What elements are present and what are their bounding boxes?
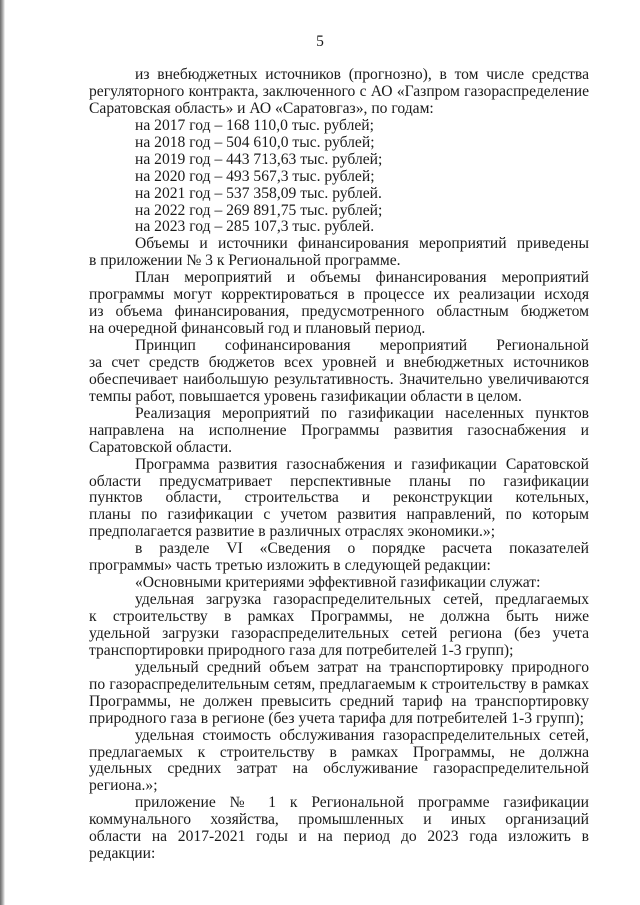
- text-line: Реализация мероприятий по газификации населенных пунктов: [135, 405, 589, 422]
- text-line: по газораспределительным сетям, предлагаемым к строительству в рамках: [89, 676, 589, 693]
- text-line: природного газа в регионе (без учета тарифа для потребителей 1-3 групп);: [89, 709, 584, 727]
- text-line: на очередной финансовый год и плановый период.: [89, 320, 426, 338]
- text-line: транспортировки природного газа для потребителей 1-3 групп);: [89, 641, 514, 659]
- text-line: из внебюджетных источников (прогнозно), в том числе средства: [135, 67, 589, 83]
- text-line: удельная стоимость обслуживания газораспределительных сетей,: [135, 727, 589, 744]
- text-line: области на 2017-2021 годы и на период до 2023 года изложить в: [89, 829, 589, 846]
- text-line: пунктов области, строительства и реконструкции котельных,: [89, 490, 589, 507]
- text-line: за счет средств бюджетов всех уровней и внебюджетных источников: [89, 354, 589, 371]
- document-body: [89, 67, 589, 863]
- text-line: План мероприятий и объемы финансирования мероприятий: [135, 270, 589, 287]
- text-line: удельная загрузка газораспределительных сетей, предлагаемых: [135, 592, 589, 609]
- text-line: в приложении № 3 к Региональной программе.: [89, 252, 401, 270]
- text-line: на 2023 год – 285 107,3 тыс. рублей.: [135, 218, 375, 236]
- text-line: на 2020 год – 493 567,3 тыс. рублей;: [135, 167, 375, 185]
- text-line: Саратовская область» и АО «Саратовгаз», по годам:: [89, 99, 434, 117]
- text-line: региона.»;: [89, 777, 158, 795]
- text-line: удельной загрузки газораспределительных сетей региона (без учета: [89, 625, 589, 642]
- text-line: коммунального хозяйства, промышленных и иных организаций: [89, 812, 589, 829]
- text-line: планы по газификации с учетом развития направлений, по которым: [89, 507, 589, 524]
- text-line: направлена на исполнение Программы развития газоснабжения и: [89, 422, 589, 439]
- text-line: удельный средний объем затрат на транспортировку природного: [135, 659, 589, 676]
- text-line: приложение № 1 к Региональной программе газификации: [135, 795, 589, 812]
- text-line: редакции:: [89, 845, 156, 863]
- text-line: к строительству в рамках Программы, не должна быть ниже: [89, 609, 589, 625]
- text-line: «Основными критериями эффективной газификации служат:: [135, 574, 541, 592]
- text-line: удельных средних затрат на обслуживание газораспределительной: [89, 761, 589, 778]
- text-line: на 2018 год – 504 610,0 тыс. рублей;: [135, 133, 375, 151]
- scan-edge-shadow: [0, 0, 5, 905]
- text-line: предполагается развитие в различных отраслях экономики.»;: [89, 523, 496, 541]
- text-line: Принцип софинансирования мероприятий Региональной: [135, 338, 589, 354]
- text-line: обеспечивает наибольшую результативность. Значительно увеличиваются: [89, 371, 589, 388]
- text-line: Программы, не должен превысить средний тариф на транспортировку: [89, 693, 589, 710]
- text-line: области предусматривает перспективные планы по газификации: [89, 473, 589, 490]
- text-line: на 2021 год – 537 358,09 тыс. рублей.: [135, 184, 382, 202]
- text-line: темпы работ, повышается уровень газификации области в целом.: [89, 387, 522, 405]
- text-line: регуляторного контракта, заключенного с АО «Газпром газораспределение: [89, 83, 589, 100]
- text-line: Программа развития газоснабжения и газификации Саратовской: [135, 456, 589, 473]
- text-line: из объема финансирования, предусмотренного областным бюджетом: [89, 304, 589, 321]
- text-line: на 2017 год – 168 110,0 тыс. рублей;: [135, 116, 374, 134]
- text-line: программы могут корректироваться в процессе их реализации исходя: [89, 287, 589, 304]
- text-line: на 2019 год – 443 713,63 тыс. рублей;: [135, 150, 383, 168]
- text-line: предлагаемых к строительству в рамках Программы, не должна: [89, 744, 589, 761]
- text-line: Саратовской области.: [89, 438, 233, 456]
- text-line: программы» часть третью изложить в следующей редакции:: [89, 557, 491, 575]
- text-line: в разделе VI «Сведения о порядке расчета показателей: [135, 541, 589, 558]
- text-line: на 2022 год – 269 891,75 тыс. рублей;: [135, 201, 383, 219]
- text-line: Объемы и источники финансирования мероприятий приведены: [135, 236, 589, 253]
- page-number: 5: [316, 33, 324, 50]
